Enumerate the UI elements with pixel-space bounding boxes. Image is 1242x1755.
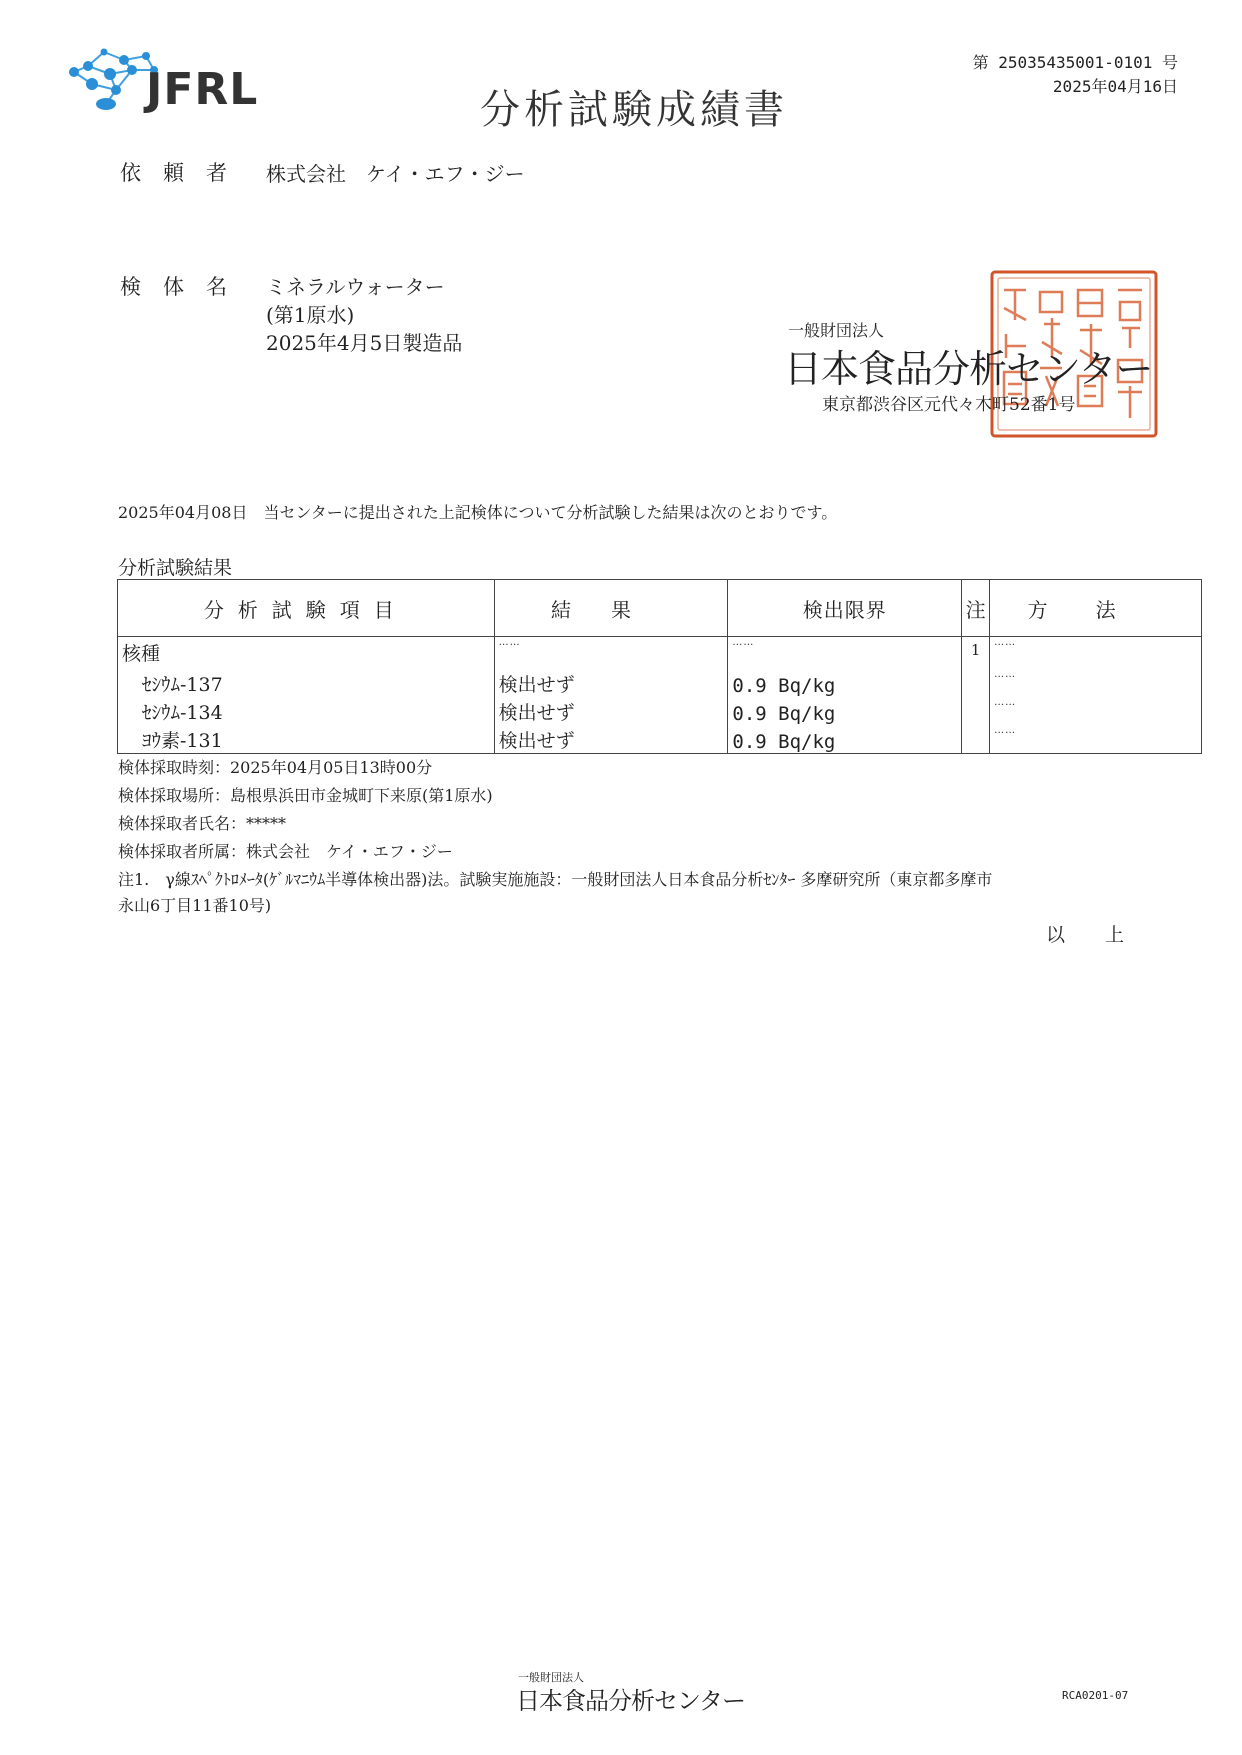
item-limit: 0.9 Bq/kg	[728, 697, 962, 725]
table-row	[118, 669, 1202, 697]
results-heading: 分析試験結果	[118, 557, 233, 579]
method-dots: ……	[990, 725, 1202, 754]
table-row	[118, 725, 1202, 754]
issuer-address: 東京都渋谷区元代々木町52番1号	[822, 395, 1076, 415]
results-table	[117, 579, 1202, 754]
sample-label: 検体名	[120, 275, 249, 299]
sampling-place: 検体採取場所：島根県浜田市金城町下来原(第1原水)	[118, 786, 493, 805]
sample-name: ミネラルウォーター	[266, 275, 445, 299]
column-header-item: 分析試験項目	[118, 580, 495, 637]
column-header-note: 注	[962, 580, 990, 637]
column-header-result: 結果	[494, 580, 728, 637]
item-result: 検出せず	[494, 725, 728, 754]
intro-statement: 2025年04月08日 当センターに提出された上記検体について分析試験した結果は次のとおりです。	[118, 503, 838, 522]
form-code: RCA0201-07	[1062, 1689, 1129, 1702]
column-header-method: 方法	[990, 580, 1202, 637]
result-dots: ……	[494, 637, 728, 670]
note-number: 1	[962, 637, 990, 670]
document-title: 分析試験成績書	[480, 87, 788, 133]
sampler-organization: 検体採取者所属：株式会社 ケイ・エフ・ジー	[118, 842, 453, 861]
client-value: 株式会社 ケイ・エフ・ジー	[266, 162, 525, 186]
table-row	[118, 697, 1202, 725]
table-header-row	[118, 580, 1202, 637]
item-name: ﾖｳ素-131	[118, 725, 495, 754]
jfrl-logo	[66, 48, 306, 128]
item-name: ｾｼｳﾑ-137	[118, 669, 495, 697]
item-limit: 0.9 Bq/kg	[728, 669, 962, 697]
sampler-name: 検体採取者氏名：*****	[118, 814, 287, 833]
footer-corp-type: 一般財団法人	[518, 1671, 584, 1684]
method-dots: ……	[990, 669, 1202, 697]
limit-dots: ……	[728, 637, 962, 670]
sample-subname: (第1原水)	[266, 303, 355, 327]
client-label: 依頼者	[120, 161, 249, 185]
column-header-limit: 検出限界	[728, 580, 962, 637]
group-label: 核種	[118, 637, 495, 670]
document-number: 第 25035435001-0101 号	[972, 53, 1178, 72]
logo-text: JFRL	[146, 64, 259, 115]
issuer-name: 日本食品分析センター	[784, 347, 1153, 391]
issuer-corp-type: 一般財団法人	[788, 321, 885, 340]
method-dots: ……	[990, 637, 1202, 670]
document-date: 2025年04月16日	[1052, 77, 1178, 96]
closing-mark: 以上	[1046, 924, 1165, 946]
item-result: 検出せず	[494, 697, 728, 725]
table-row	[118, 637, 1202, 670]
sampling-time: 検体採取時刻：2025年04月05日13時00分	[118, 758, 433, 777]
method-dots: ……	[990, 697, 1202, 725]
item-limit: 0.9 Bq/kg	[728, 725, 962, 754]
footer-issuer-name: 日本食品分析センター	[516, 1687, 746, 1715]
note-1-line-2: 永山6丁目11番10号)	[118, 896, 272, 915]
item-name: ｾｼｳﾑ-134	[118, 697, 495, 725]
item-result: 検出せず	[494, 669, 728, 697]
item-note	[962, 725, 990, 754]
note-1-line-1: 注1. γ線ｽﾍﾟｸﾄﾛﾒｰﾀ(ｹﾞﾙﾏﾆｳﾑ半導体検出器)法。試験実施施設：一般財団法人日本食品分析ｾﾝﾀｰ 多摩研究所（東京都多摩市	[118, 870, 993, 889]
item-note	[962, 669, 990, 697]
item-note	[962, 697, 990, 725]
sample-production-date: 2025年4月5日製造品	[266, 331, 463, 355]
